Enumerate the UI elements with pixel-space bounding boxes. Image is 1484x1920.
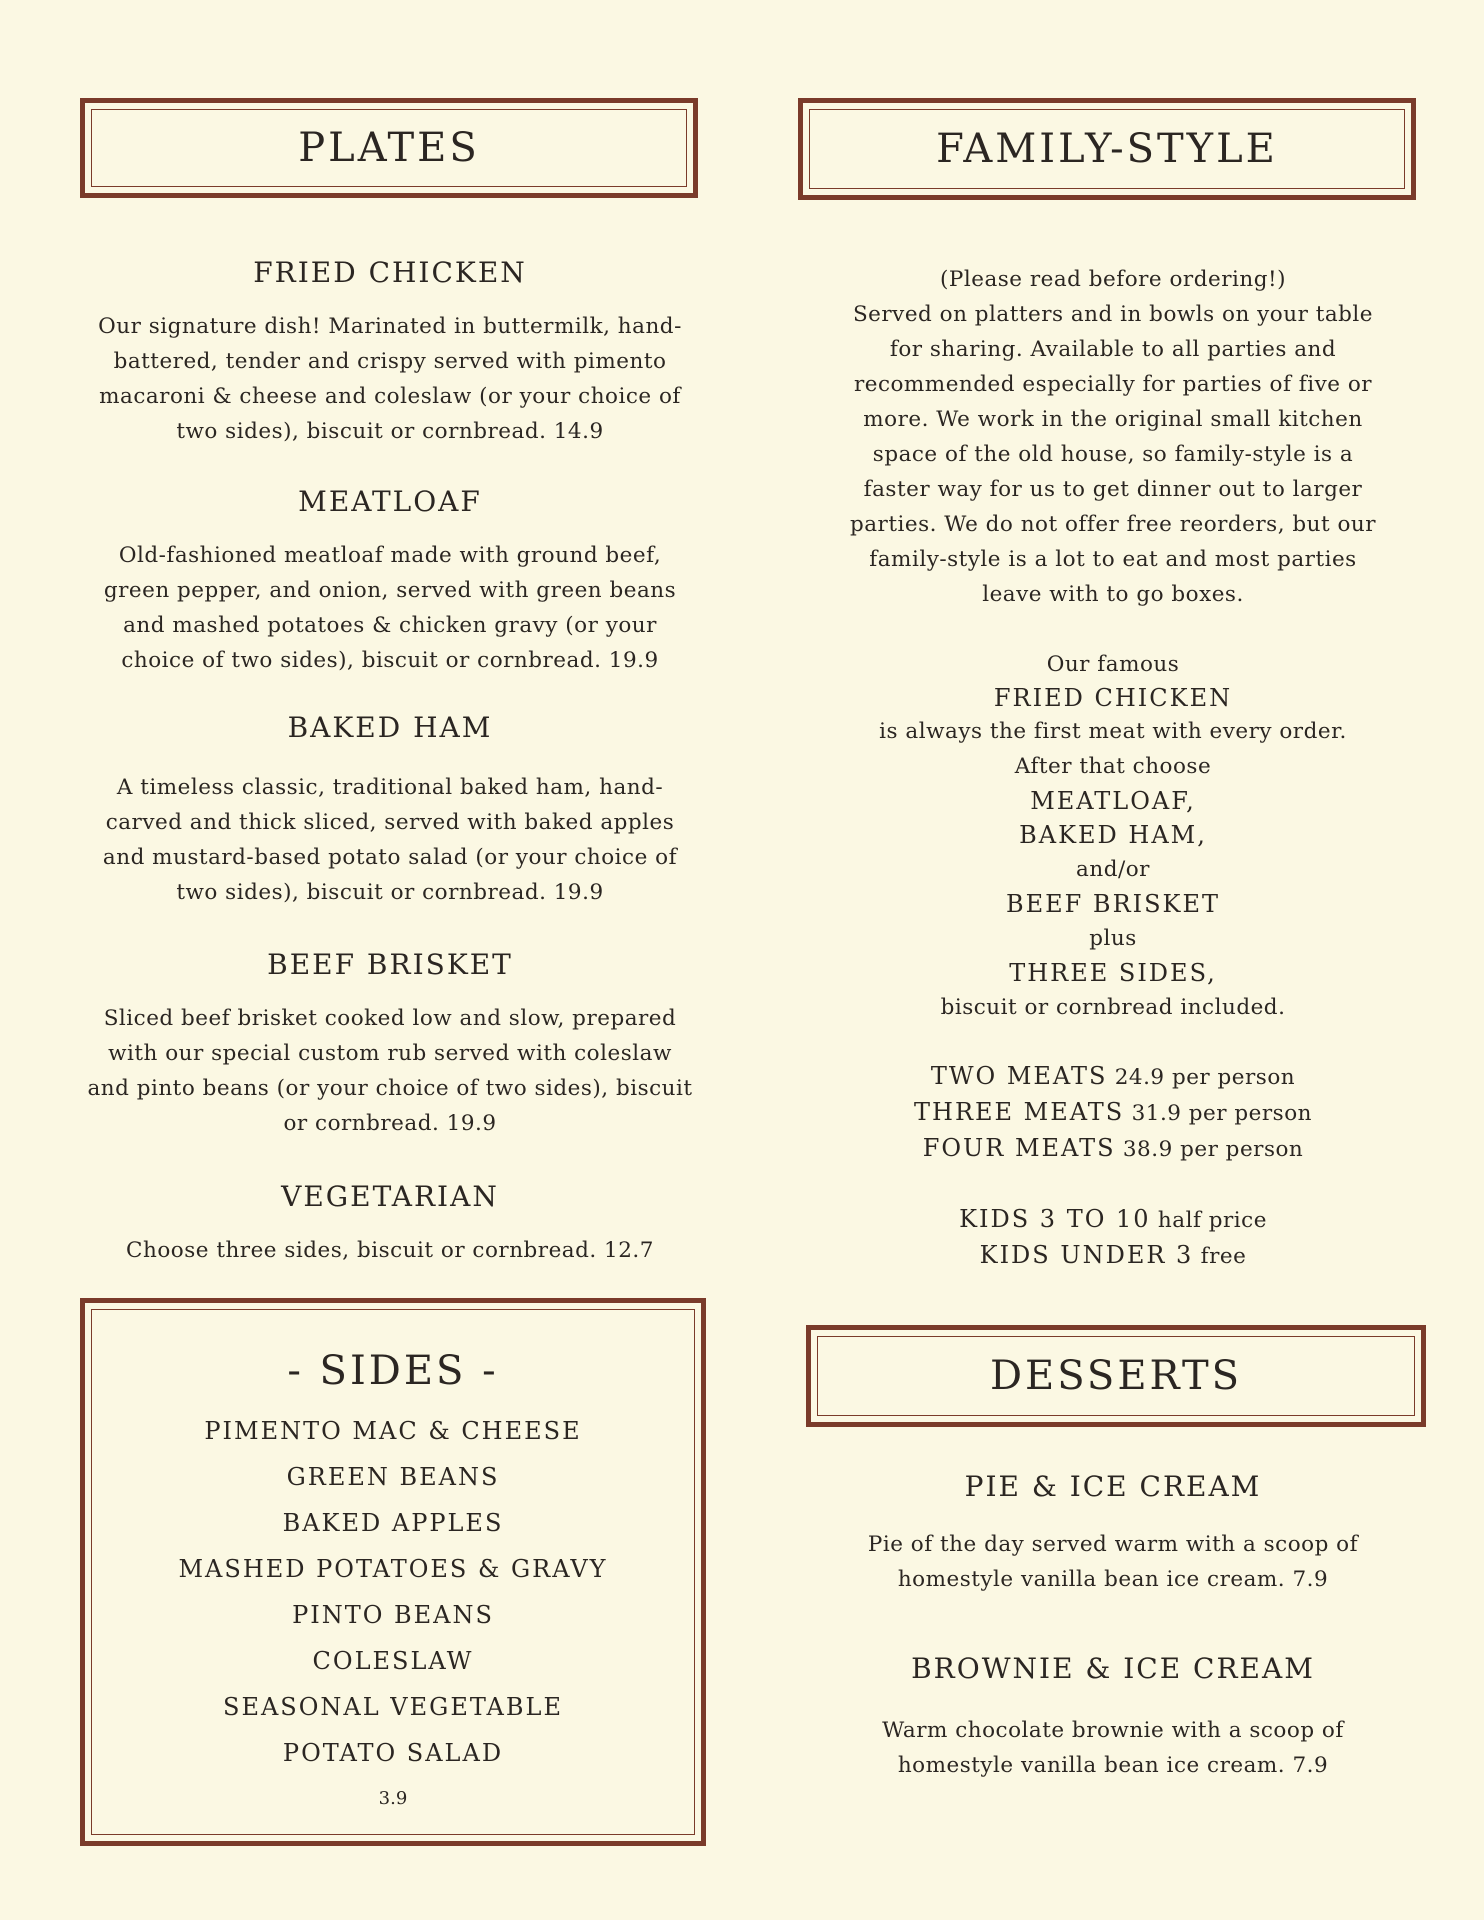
included-note: biscuit or cornbread included. — [940, 995, 1286, 1020]
sides-heading: - SIDES - — [287, 1348, 499, 1394]
side-item: COLESLAW — [312, 1647, 474, 1675]
pricing-two-meats: TWO MEATS 24.9 per person — [930, 1062, 1296, 1090]
item-description: Choose three sides, biscuit or cornbread. 12.7 — [126, 1238, 654, 1263]
desserts-heading-box — [806, 1325, 1426, 1427]
pricing-four-meats: FOUR MEATS 38.9 per person — [922, 1134, 1304, 1162]
kids-3-to-10: KIDS 3 TO 10 half price — [959, 1205, 1267, 1233]
item-description: Our signature dish! Marinated in buttermilk, hand-battered, tender and crispy served with pimento macaroni & cheese and coleslaw (or your choice of two sides), biscuit or cornbread. 14.9 — [98, 314, 682, 444]
family-style-heading: FAMILY-STYLE — [936, 126, 1278, 172]
item-title: PIE & ICE CREAM — [964, 1470, 1262, 1503]
plates-heading-box — [80, 98, 698, 198]
three-sides-caps: THREE SIDES, — [1009, 959, 1217, 987]
intro-line: recommended especially for parties of five or — [853, 372, 1373, 397]
side-item: POTATO SALAD — [282, 1739, 504, 1767]
item-title: BEEF BRISKET — [267, 948, 513, 981]
item-title: BAKED HAM — [287, 711, 493, 744]
dessert-item-brownie — [798, 1652, 1428, 1783]
plates-item-beef-brisket — [80, 948, 700, 1141]
our-famous: Our famous — [1046, 652, 1180, 677]
intro-line: Served on platters and in bowls on your table — [852, 302, 1374, 327]
side-item: MASHED POTATOES & GRAVY — [178, 1555, 608, 1583]
item-title: VEGETARIAN — [281, 1180, 499, 1213]
item-description: A timeless classic, traditional baked ham, hand-carved and thick sliced, served with baked apples and mustard-based potato salad (or your choice of two sides), biscuit or cornbread. 19.9 — [102, 775, 678, 905]
intro-line: parties. We do not offer free reorders, but our — [849, 512, 1377, 537]
sides-box — [80, 1298, 706, 1846]
item-description: Warm chocolate brownie with a scoop of homestyle vanilla bean ice cream. 7.9 — [882, 1718, 1344, 1778]
item-description: Sliced beef brisket cooked low and slow, prepared with our special custom rub served with coleslaw and pinto beans (or your choice of two sides), biscuit or cornbread. 19.9 — [87, 1006, 693, 1136]
side-item: PINTO BEANS — [292, 1601, 494, 1629]
and-or: and/or — [1076, 857, 1150, 882]
plates-heading: PLATES — [298, 125, 480, 171]
side-item: SEASONAL VEGETABLE — [223, 1693, 563, 1721]
plates-item-vegetarian — [80, 1180, 700, 1268]
plates-item-fried-chicken — [80, 256, 700, 449]
side-item: GREEN BEANS — [286, 1463, 500, 1491]
beef-brisket-caps: BEEF BRISKET — [1005, 890, 1221, 918]
side-item: BAKED APPLES — [282, 1509, 504, 1537]
item-title: FRIED CHICKEN — [253, 256, 527, 289]
sides-price: 3.9 — [378, 1788, 408, 1809]
desserts-heading: DESSERTS — [989, 1353, 1243, 1399]
meatloaf-caps: MEATLOAF, — [1030, 787, 1196, 815]
side-item: PIMENTO MAC & CHEESE — [204, 1417, 582, 1445]
item-title: BROWNIE & ICE CREAM — [911, 1652, 1315, 1685]
pricing-three-meats: THREE MEATS 31.9 per person — [914, 1098, 1312, 1126]
intro-line: leave with to go boxes. — [982, 582, 1244, 607]
plates-item-meatloaf — [80, 485, 700, 678]
fried-chicken-caps: FRIED CHICKEN — [993, 684, 1233, 712]
plates-item-baked-ham — [80, 711, 700, 910]
plus: plus — [1089, 926, 1137, 951]
baked-ham-caps: BAKED HAM, — [1019, 821, 1207, 849]
intro-line: (Please read before ordering!) — [939, 267, 1286, 292]
intro-line: faster way for us to get dinner out to larger — [863, 477, 1363, 502]
family-style-section — [798, 262, 1428, 1274]
after-that: After that choose — [1014, 754, 1212, 779]
item-description: Old-fashioned meatloaf made with ground beef, green pepper, and onion, served with green beans and mashed potatoes & chicken gravy (or your choice of two sides), biscuit or cornbread. 19.9 — [103, 543, 677, 673]
first-meat-note: is always the first meat with every order. — [879, 719, 1347, 744]
intro-line: family-style is a lot to eat and most parties — [869, 547, 1357, 572]
family-style-heading-box — [798, 98, 1416, 200]
kids-under-3: KIDS UNDER 3 free — [979, 1241, 1247, 1269]
dessert-item-pie — [798, 1470, 1428, 1597]
intro-line: for sharing. Available to all parties and — [889, 337, 1337, 362]
item-description: Pie of the day served warm with a scoop of homestyle vanilla bean ice cream. 7.9 — [867, 1532, 1359, 1592]
intro-line: space of the old house, so family-style is a — [872, 442, 1354, 467]
intro-line: more. We work in the original small kitchen — [863, 407, 1363, 432]
item-title: MEATLOAF — [298, 485, 482, 518]
